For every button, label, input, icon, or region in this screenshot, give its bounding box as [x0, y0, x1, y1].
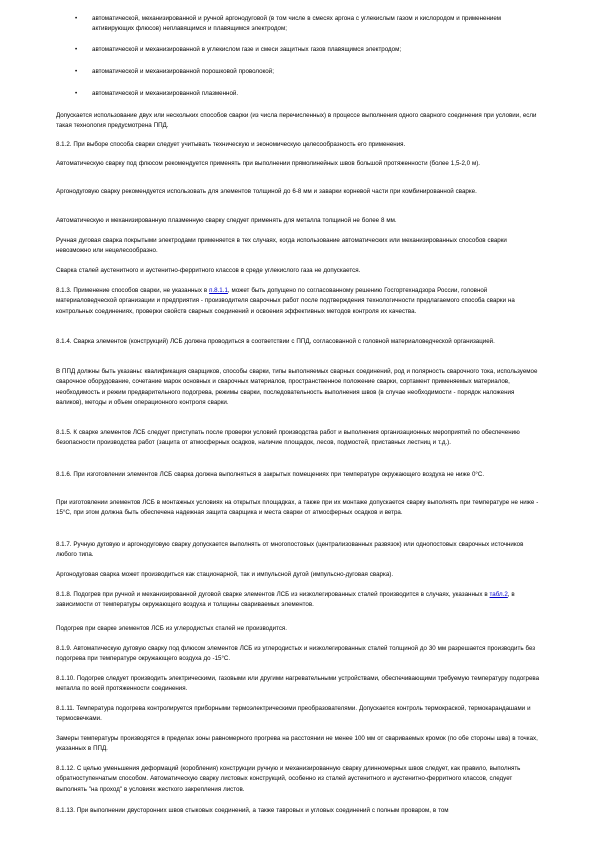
- bullet-icon: •: [75, 68, 78, 75]
- paragraph-text: , может быть допущено по согласованному решению Госгортехнадзора России, головной материаловедческой организации и предприятия - производителя сварочных работ после подтверждения технологичности предлагаемого способа сварки на контрольных соединениях, проверки свойств сварных соединений и освоения эффективных методов контроля их качества.: [56, 287, 515, 315]
- bullet-icon: •: [75, 90, 78, 97]
- paragraph: [56, 286, 542, 317]
- paragraph: Подогрев при сварке элементов ЛСБ из углеродистых сталей не производится.: [56, 625, 287, 632]
- paragraph: В ППД должны быть указаны: квалификация сварщиков, способы сварки, типы выполняемых сварных соединений, род и полярность сварочного тока, используемое сварочное оборудование, сочетание марок основных и сварочных материалов, пространственное положение сварки, сортамент применяемых материалов, необходимость и режим предварительного подогрева, режимы сварки, последовательность выполнения швов (в случае необходимости - порядок наложения валиков), методы и объем операционного контроля сварки.: [56, 368, 538, 407]
- table-link[interactable]: табл.2: [489, 591, 508, 598]
- paragraph: 8.1.5. К сварке элементов ЛСБ следует приступать после проверки условий производства работ и выполнения организационных мероприятий по обеспечению безопасности производства работ (защита от атмосферных осадков, наличие площадок, лесов, подмостей, приставных лестниц и т.д.).: [56, 429, 520, 447]
- paragraph-text: 8.1.8. Подогрев при ручной и механизированной дуговой сварке элементов ЛСБ из низколегированных сталей производится в случаях, указанных в: [56, 591, 490, 598]
- paragraph: 8.1.9. Автоматическую дуговую сварку под флюсом элементов ЛСБ из углеродистых и низколегированных сталей толщиной до 30 мм разрешается производить без подогрева при температуре окружающего воздуха до -15°С.: [56, 645, 536, 663]
- paragraph: Замеры температуры производятся в пределах зоны равномерного прогрева на расстоянии не менее 100 мм от свариваемых кромок (по обе стороны шва) в точках, указанных в ППД.: [56, 735, 538, 753]
- bullet-icon: •: [75, 46, 78, 53]
- paragraph: Автоматическую сварку под флюсом рекомендуется применять при выполнении прямолинейных швов большой протяженности (более 1,5-2,0 м).: [56, 160, 481, 167]
- paragraph: 8.1.11. Температура подогрева контролируется приборными термоэлектрическими преобразователями. Допускается контроль термокраской, термокарандашами и термосвечками.: [56, 705, 531, 723]
- paragraph: Допускается использование двух или нескольких способов сварки (из числа перечисленных) в процессе выполнения одного сварного соединения при условии, если такая технология предусмотрена ППД.: [56, 112, 537, 130]
- paragraph: Ручная дуговая сварка покрытыми электродами применяется в тех случаях, когда использование автоматических или механизированных способов сварки невозможно или нецелесообразно.: [56, 237, 507, 255]
- paragraph: Автоматическую и механизированную плазменную сварку следует применять для металла толщиной не более 8 мм.: [56, 217, 397, 224]
- paragraph: Аргонодуговую сварку рекомендуется использовать для элементов толщиной до 6-8 мм и заварки корневой части при комбинированной сварке.: [56, 188, 477, 195]
- bullet-item: автоматической и механизированной плазменной.: [92, 90, 239, 97]
- paragraph-text: , в зависимости от температуры окружающего воздуха и толщины свариваемых элементов.: [56, 591, 515, 609]
- bullet-icon: •: [75, 15, 78, 22]
- paragraph: При изготовлении элементов ЛСБ в монтажных условиях на открытых площадках, а также при их монтаже допускается сварку выполнять при температуре не ниже - 15°С, при этом должна быть обеспечена надежная защита сварщика и места сварки от атмосферных осадков и ветра.: [56, 499, 539, 517]
- bullet-item: автоматической, механизированной и ручной аргонодуговой (в том числе в смесях аргона с углекислым газом и кислородом и применением активирующих флюсов) неплавящимся и плавящимся электродом;: [92, 15, 502, 33]
- bullet-item: автоматической и механизированной порошковой проволокой;: [92, 68, 274, 75]
- paragraph: 8.1.6. При изготовлении элементов ЛСБ сварка должна выполняться в закрытых помещениях при температуре окружающего воздуха не ниже 0°С.: [56, 471, 485, 478]
- paragraph: 8.1.7. Ручную дуговую и аргонодуговую сварку допускается выполнять от многопостовых (централизованных развязок) или однопостовых сварочных источников любого типа.: [56, 541, 524, 559]
- paragraph: [56, 590, 542, 611]
- paragraph: Сварка сталей аустенитного и аустенитно-ферритного классов в среде углекислого газа не допускается.: [56, 267, 361, 274]
- paragraph: 8.1.10. Подогрев следует производить электрическими, газовыми или другими нагревательными устройствами, обеспечивающими требуемую температуру подогрева металла по всей протяженности соединения.: [56, 675, 540, 693]
- paragraph: Аргонодуговая сварка может производиться как стационарной, так и импульсной дугой (импульсно-дуговая сварка).: [56, 571, 394, 578]
- bullet-item: автоматической и механизированной в углекислом газе и смеси защитных газов плавящимся электродом;: [92, 46, 402, 53]
- paragraph: 8.1.12. С целью уменьшения деформаций (коробления) конструкции ручную и механизированную сварку длинномерных швов следует, как правило, выполнять обратноступенчатым способом. Автоматическую сварку листовых конструкций, особенно из сталей аустенитного и аустенитно-ферритного классов, следует выполнять "на проход" в условиях жесткого закрепления листов.: [56, 765, 521, 793]
- paragraph: 8.1.2. При выборе способа сварки следует учитывать техническую и экономическую целесообразность его применения.: [56, 141, 406, 148]
- paragraph: 8.1.13. При выполнении двусторонних швов стыковых соединений, а также тавровых и угловых соединений с полным проваром, в том: [56, 807, 449, 814]
- paragraph-text: 8.1.3. Применение способов сварки, не указанных в: [56, 287, 210, 294]
- paragraph: 8.1.4. Сварка элементов (конструкций) ЛСБ должна проводиться в соответствии с ППД, согласованной с головной материаловедческой организацией.: [56, 338, 495, 345]
- clause-link[interactable]: п.8.1.1: [209, 287, 228, 294]
